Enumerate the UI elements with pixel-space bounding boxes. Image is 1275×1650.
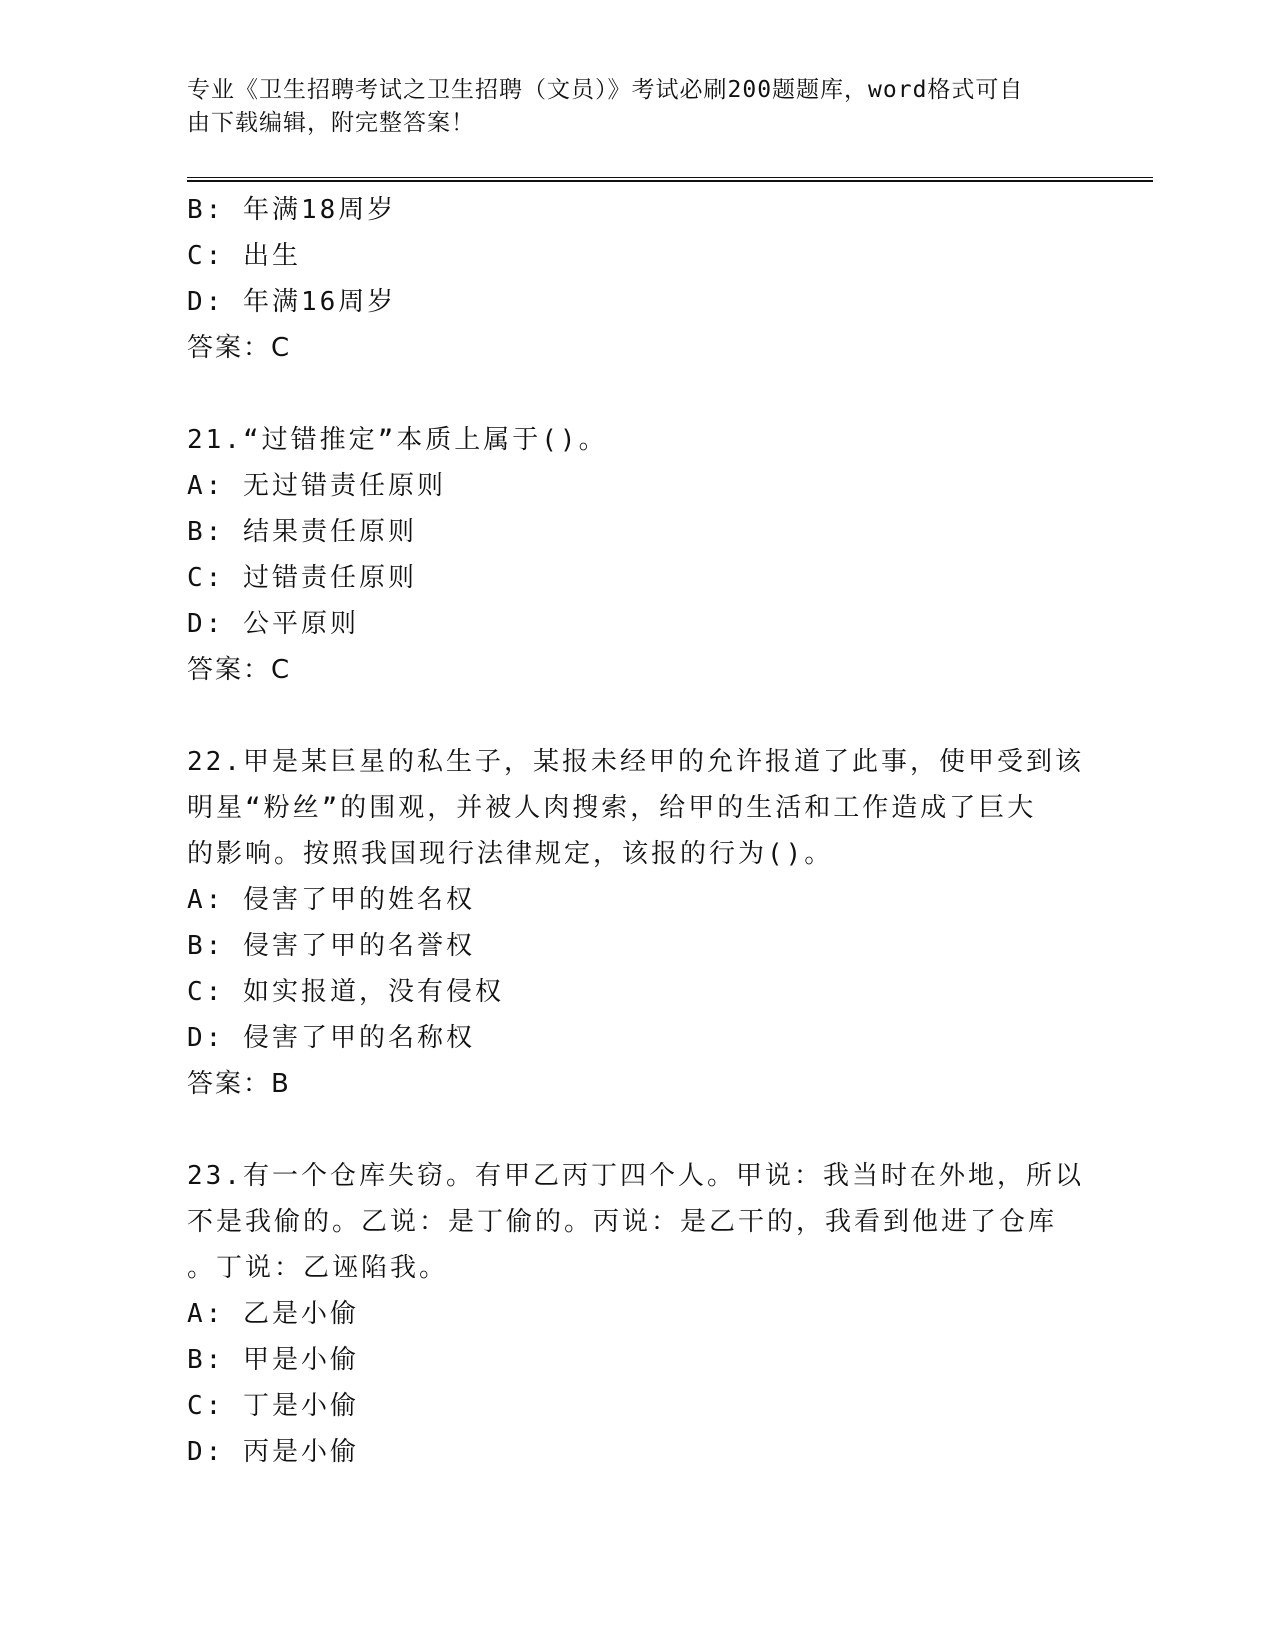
option-b: B: 结果责任原则: [187, 517, 417, 547]
document-header: [187, 74, 1067, 140]
question-23-block: [187, 1153, 1087, 1475]
option-d: D: 公平原则: [187, 609, 359, 639]
option-d: D: 年满16周岁: [187, 287, 397, 317]
question-20-block: [187, 187, 1087, 371]
option-b: B: 甲是小偷: [187, 1345, 359, 1375]
option-c: C: 过错责任原则: [187, 563, 417, 593]
question-text-line-1: 23.有一个仓库失窃。有甲乙丙丁四个人。甲说：我当时在外地，所以: [187, 1161, 1084, 1191]
question-22-block: [187, 739, 1087, 1107]
question-text-line-2: 不是我偷的。乙说：是丁偷的。丙说：是乙干的，我看到他进了仓库: [187, 1207, 1058, 1237]
question-text-line-3: 。丁说：乙诬陷我。: [187, 1253, 449, 1283]
question-text-line-2: 明星“粉丝”的围观，并被人肉搜索，给甲的生活和工作造成了巨大: [187, 793, 1037, 823]
question-text: 21.“过错推定”本质上属于()。: [187, 425, 608, 455]
answer-line: 答案：B: [187, 1069, 291, 1099]
question-list: [187, 187, 1087, 1475]
answer-line: 答案：C: [187, 333, 292, 363]
question-text-line-1: 22.甲是某巨星的私生子，某报未经甲的允许报道了此事，使甲受到该: [187, 747, 1084, 777]
option-a: A: 无过错责任原则: [187, 471, 446, 501]
option-a: A: 侵害了甲的姓名权: [187, 885, 475, 915]
option-b: B: 侵害了甲的名誉权: [187, 931, 475, 961]
spacer: [187, 1107, 1087, 1153]
option-d: D: 丙是小偷: [187, 1437, 359, 1467]
answer-line: 答案：C: [187, 655, 292, 685]
option-a: A: 乙是小偷: [187, 1299, 359, 1329]
option-d: D: 侵害了甲的名称权: [187, 1023, 475, 1053]
question-text-line-3: 的影响。按照我国现行法律规定，该报的行为()。: [187, 839, 834, 869]
option-b: B: 年满18周岁: [187, 195, 397, 225]
header-line-2: 由下载编辑，附完整答案！: [187, 110, 475, 136]
option-c: C: 丁是小偷: [187, 1391, 359, 1421]
option-c: C: 如实报道，没有侵权: [187, 977, 504, 1007]
spacer: [187, 371, 1087, 417]
spacer: [187, 693, 1087, 739]
question-21-block: [187, 417, 1087, 693]
header-line-1: 专业《卫生招聘考试之卫生招聘（文员）》考试必刷200题题库，word格式可自: [187, 77, 1024, 103]
header-divider: [187, 177, 1153, 182]
option-c: C: 出生: [187, 241, 301, 271]
